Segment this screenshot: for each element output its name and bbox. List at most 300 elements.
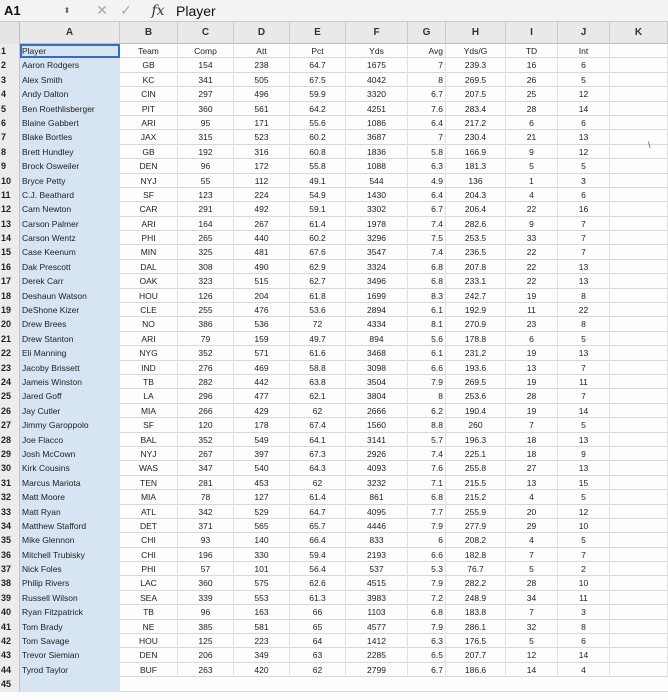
table-cell[interactable]: 3547 (346, 245, 408, 259)
table-cell[interactable]: 8.8 (408, 418, 446, 432)
empty-cell[interactable] (610, 461, 668, 475)
table-cell[interactable]: 55.6 (290, 116, 346, 130)
table-cell[interactable]: 8.3 (408, 289, 446, 303)
empty-cell[interactable] (610, 159, 668, 173)
table-cell[interactable]: 66.4 (290, 533, 346, 547)
table-cell[interactable]: 1103 (346, 605, 408, 619)
table-cell[interactable]: Jimmy Garoppolo (20, 418, 120, 432)
header-cell-yds[interactable]: Yds (346, 44, 408, 58)
row-header[interactable]: 34 (0, 519, 20, 533)
table-cell[interactable]: 420 (234, 663, 290, 677)
table-cell[interactable]: 112 (234, 174, 290, 188)
table-cell[interactable]: 269.5 (446, 375, 506, 389)
row-header[interactable]: 41 (0, 620, 20, 634)
table-cell[interactable]: 56.4 (290, 562, 346, 576)
empty-cell[interactable] (610, 188, 668, 202)
empty-cell[interactable] (610, 620, 668, 634)
table-cell[interactable]: 265 (178, 231, 234, 245)
table-cell[interactable]: 12 (506, 648, 558, 662)
table-cell[interactable]: 4446 (346, 519, 408, 533)
row-header[interactable]: 16 (0, 260, 20, 274)
table-cell[interactable]: 1836 (346, 145, 408, 159)
header-cell-att[interactable]: Att (234, 44, 290, 58)
table-cell[interactable]: 15 (558, 476, 610, 490)
row-header[interactable]: 17 (0, 274, 20, 288)
row-header[interactable]: 4 (0, 87, 20, 101)
table-cell[interactable]: 5.8 (408, 145, 446, 159)
row-header[interactable]: 6 (0, 116, 20, 130)
table-cell[interactable]: HOU (120, 634, 178, 648)
table-cell[interactable]: 8 (558, 620, 610, 634)
row-header[interactable]: 1 (0, 44, 20, 58)
empty-cell[interactable] (610, 303, 668, 317)
table-cell[interactable]: 62.6 (290, 576, 346, 590)
row-header[interactable]: 20 (0, 317, 20, 331)
table-cell[interactable]: 565 (234, 519, 290, 533)
table-cell[interactable]: 8 (558, 317, 610, 331)
table-cell[interactable]: Andy Dalton (20, 87, 120, 101)
table-cell[interactable]: 9 (506, 145, 558, 159)
empty-cell[interactable] (610, 490, 668, 504)
table-cell[interactable]: 1086 (346, 116, 408, 130)
table-cell[interactable]: 6.5 (408, 648, 446, 662)
table-cell[interactable]: Ryan Fitzpatrick (20, 605, 120, 619)
table-cell[interactable]: 469 (234, 361, 290, 375)
table-cell[interactable]: 96 (178, 159, 234, 173)
table-cell[interactable]: 316 (234, 145, 290, 159)
table-cell[interactable]: 6.6 (408, 548, 446, 562)
table-cell[interactable]: 22 (558, 303, 610, 317)
row-header[interactable]: 5 (0, 102, 20, 116)
table-cell[interactable]: 2894 (346, 303, 408, 317)
table-cell[interactable]: 64 (290, 634, 346, 648)
empty-cell[interactable] (610, 404, 668, 418)
table-cell[interactable]: 190.4 (446, 404, 506, 418)
table-cell[interactable]: 2926 (346, 447, 408, 461)
table-cell[interactable]: CLE (120, 303, 178, 317)
table-cell[interactable]: Matthew Stafford (20, 519, 120, 533)
table-cell[interactable]: 330 (234, 548, 290, 562)
table-cell[interactable]: 154 (178, 58, 234, 72)
header-cell-avg[interactable]: Avg (408, 44, 446, 58)
table-cell[interactable]: 60.8 (290, 145, 346, 159)
empty-cell[interactable] (610, 174, 668, 188)
table-cell[interactable]: Jacoby Brissett (20, 361, 120, 375)
column-header-f[interactable]: F (346, 22, 408, 44)
table-cell[interactable]: 64.3 (290, 461, 346, 475)
table-cell[interactable]: 4.9 (408, 174, 446, 188)
table-cell[interactable]: 3504 (346, 375, 408, 389)
empty-cell[interactable] (610, 116, 668, 130)
table-cell[interactable]: 238 (234, 58, 290, 72)
table-cell[interactable]: 386 (178, 317, 234, 331)
table-cell[interactable]: Nick Foles (20, 562, 120, 576)
table-cell[interactable]: 7 (408, 130, 446, 144)
table-cell[interactable]: 12 (558, 145, 610, 159)
table-cell[interactable]: 34 (506, 591, 558, 605)
table-cell[interactable]: 12 (558, 87, 610, 101)
table-cell[interactable]: 14 (558, 102, 610, 116)
table-cell[interactable]: 64.7 (290, 505, 346, 519)
empty-cell[interactable] (610, 231, 668, 245)
table-cell[interactable]: 233.1 (446, 274, 506, 288)
table-cell[interactable]: 397 (234, 447, 290, 461)
table-cell[interactable]: 6.6 (408, 361, 446, 375)
table-cell[interactable]: 571 (234, 346, 290, 360)
table-cell[interactable]: 5.7 (408, 433, 446, 447)
table-cell[interactable]: Blake Bortles (20, 130, 120, 144)
header-cell-team[interactable]: Team (120, 44, 178, 58)
table-cell[interactable]: PHI (120, 231, 178, 245)
table-cell[interactable]: 6.8 (408, 274, 446, 288)
header-cell-pct[interactable]: Pct (290, 44, 346, 58)
table-cell[interactable]: 11 (558, 375, 610, 389)
table-cell[interactable]: 1430 (346, 188, 408, 202)
table-cell[interactable]: 204 (234, 289, 290, 303)
table-cell[interactable]: 19 (506, 289, 558, 303)
table-cell[interactable]: 3296 (346, 231, 408, 245)
table-cell[interactable]: Cam Newton (20, 202, 120, 216)
empty-cell[interactable] (610, 202, 668, 216)
table-cell[interactable]: 515 (234, 274, 290, 288)
table-cell[interactable]: 2 (558, 562, 610, 576)
table-cell[interactable]: 476 (234, 303, 290, 317)
table-cell[interactable]: MIA (120, 404, 178, 418)
table-cell[interactable]: 3232 (346, 476, 408, 490)
table-cell[interactable]: 6.2 (408, 404, 446, 418)
table-cell[interactable]: 505 (234, 73, 290, 87)
column-header-i[interactable]: I (506, 22, 558, 44)
table-cell[interactable]: C.J. Beathard (20, 188, 120, 202)
table-cell[interactable]: 28 (506, 389, 558, 403)
table-cell[interactable]: 5.3 (408, 562, 446, 576)
table-cell[interactable]: 13 (506, 361, 558, 375)
table-cell[interactable]: 21 (506, 130, 558, 144)
confirm-icon[interactable]: ✓ (120, 2, 132, 18)
row-header[interactable]: 18 (0, 289, 20, 303)
table-cell[interactable]: 5 (558, 332, 610, 346)
table-cell[interactable]: 5 (558, 73, 610, 87)
name-box[interactable]: A1 (4, 3, 21, 18)
table-cell[interactable]: 32 (506, 620, 558, 634)
empty-cell[interactable] (610, 576, 668, 590)
table-cell[interactable]: 7 (558, 245, 610, 259)
table-cell[interactable]: 581 (234, 620, 290, 634)
table-cell[interactable]: 4042 (346, 73, 408, 87)
table-cell[interactable]: 270.9 (446, 317, 506, 331)
table-cell[interactable]: 186.6 (446, 663, 506, 677)
table-cell[interactable]: 477 (234, 389, 290, 403)
table-cell[interactable]: 67.4 (290, 418, 346, 432)
row-header[interactable]: 32 (0, 490, 20, 504)
table-cell[interactable]: 12 (558, 505, 610, 519)
table-cell[interactable]: Russell Wilson (20, 591, 120, 605)
table-cell[interactable]: Dak Prescott (20, 260, 120, 274)
table-cell[interactable]: 267 (234, 217, 290, 231)
empty-cell[interactable] (610, 274, 668, 288)
table-cell[interactable]: NE (120, 620, 178, 634)
empty-cell[interactable] (20, 677, 120, 691)
table-cell[interactable]: 253.5 (446, 231, 506, 245)
empty-cell[interactable] (610, 519, 668, 533)
row-header[interactable]: 8 (0, 145, 20, 159)
table-cell[interactable]: Carson Wentz (20, 231, 120, 245)
table-cell[interactable]: 3983 (346, 591, 408, 605)
table-cell[interactable]: Brett Hundley (20, 145, 120, 159)
table-cell[interactable]: 207.8 (446, 260, 506, 274)
table-cell[interactable]: 833 (346, 533, 408, 547)
table-cell[interactable]: LAC (120, 576, 178, 590)
empty-cell[interactable] (610, 346, 668, 360)
row-header[interactable]: 33 (0, 505, 20, 519)
table-cell[interactable]: 18 (506, 447, 558, 461)
empty-cell[interactable] (610, 245, 668, 259)
table-cell[interactable]: 65.7 (290, 519, 346, 533)
row-header[interactable]: 21 (0, 332, 20, 346)
table-cell[interactable]: 3496 (346, 274, 408, 288)
empty-cell[interactable] (610, 130, 668, 144)
table-cell[interactable]: 49.7 (290, 332, 346, 346)
table-cell[interactable]: 6 (558, 116, 610, 130)
empty-cell[interactable] (610, 505, 668, 519)
table-cell[interactable]: TB (120, 605, 178, 619)
row-header[interactable]: 11 (0, 188, 20, 202)
formula-input[interactable]: Player (176, 2, 216, 19)
table-cell[interactable]: 7.2 (408, 591, 446, 605)
column-header-g[interactable]: G (408, 22, 446, 44)
table-cell[interactable]: 14 (558, 648, 610, 662)
table-cell[interactable]: 178 (234, 418, 290, 432)
table-cell[interactable]: 19 (506, 346, 558, 360)
table-cell[interactable]: 23 (506, 317, 558, 331)
table-cell[interactable]: Bryce Petty (20, 174, 120, 188)
table-cell[interactable]: 529 (234, 505, 290, 519)
table-cell[interactable]: Matt Ryan (20, 505, 120, 519)
table-cell[interactable]: 6 (558, 634, 610, 648)
table-cell[interactable]: ARI (120, 332, 178, 346)
table-cell[interactable]: 7.6 (408, 102, 446, 116)
table-cell[interactable]: ARI (120, 116, 178, 130)
select-all-corner[interactable] (0, 22, 20, 44)
table-cell[interactable]: 217.2 (446, 116, 506, 130)
table-cell[interactable]: 3302 (346, 202, 408, 216)
table-cell[interactable]: 13 (558, 461, 610, 475)
header-cell-td[interactable]: TD (506, 44, 558, 58)
empty-cell[interactable] (610, 73, 668, 87)
empty-cell[interactable] (610, 361, 668, 375)
table-cell[interactable]: 13 (558, 346, 610, 360)
table-cell[interactable]: 60.2 (290, 231, 346, 245)
table-cell[interactable]: SF (120, 188, 178, 202)
row-header[interactable]: 24 (0, 375, 20, 389)
table-cell[interactable]: Trevor Siemian (20, 648, 120, 662)
table-cell[interactable]: 4 (506, 188, 558, 202)
table-cell[interactable]: 5 (506, 562, 558, 576)
table-cell[interactable]: 5 (506, 634, 558, 648)
table-cell[interactable]: Brock Osweiler (20, 159, 120, 173)
table-cell[interactable]: 4 (558, 663, 610, 677)
table-cell[interactable]: 215.5 (446, 476, 506, 490)
row-header[interactable]: 23 (0, 361, 20, 375)
table-cell[interactable]: 490 (234, 260, 290, 274)
empty-cell[interactable] (610, 562, 668, 576)
table-cell[interactable]: 182.8 (446, 548, 506, 562)
column-header-j[interactable]: J (558, 22, 610, 44)
table-cell[interactable]: 6.4 (408, 188, 446, 202)
row-header[interactable]: 42 (0, 634, 20, 648)
table-cell[interactable]: 101 (234, 562, 290, 576)
table-cell[interactable]: 7 (558, 217, 610, 231)
table-cell[interactable]: Joe Flacco (20, 433, 120, 447)
table-cell[interactable]: 126 (178, 289, 234, 303)
column-header-e[interactable]: E (290, 22, 346, 44)
table-cell[interactable]: 8 (408, 389, 446, 403)
table-cell[interactable]: 540 (234, 461, 290, 475)
table-cell[interactable]: 360 (178, 102, 234, 116)
table-cell[interactable]: 339 (178, 591, 234, 605)
table-cell[interactable]: 281 (178, 476, 234, 490)
table-cell[interactable]: 55 (178, 174, 234, 188)
table-cell[interactable]: 6.3 (408, 159, 446, 173)
table-cell[interactable]: 192 (178, 145, 234, 159)
table-cell[interactable]: 575 (234, 576, 290, 590)
table-cell[interactable]: TEN (120, 476, 178, 490)
table-cell[interactable]: 255.9 (446, 505, 506, 519)
table-cell[interactable]: ATL (120, 505, 178, 519)
table-cell[interactable]: 347 (178, 461, 234, 475)
table-cell[interactable]: 59.1 (290, 202, 346, 216)
table-cell[interactable]: 67.5 (290, 73, 346, 87)
table-cell[interactable]: 3468 (346, 346, 408, 360)
table-cell[interactable]: 266 (178, 404, 234, 418)
table-cell[interactable]: 267 (178, 447, 234, 461)
table-cell[interactable]: 342 (178, 505, 234, 519)
header-cell-ydsg[interactable]: Yds/G (446, 44, 506, 58)
row-header[interactable]: 9 (0, 159, 20, 173)
table-cell[interactable]: 181.3 (446, 159, 506, 173)
table-cell[interactable]: 3141 (346, 433, 408, 447)
empty-cell[interactable] (610, 591, 668, 605)
table-cell[interactable]: 7 (506, 605, 558, 619)
row-header[interactable]: 44 (0, 663, 20, 677)
table-cell[interactable]: DET (120, 519, 178, 533)
table-cell[interactable]: 223 (234, 634, 290, 648)
table-cell[interactable]: DEN (120, 648, 178, 662)
table-cell[interactable]: 61.8 (290, 289, 346, 303)
table-cell[interactable]: 4577 (346, 620, 408, 634)
empty-cell[interactable] (610, 548, 668, 562)
table-cell[interactable]: 196.3 (446, 433, 506, 447)
table-cell[interactable]: 8.1 (408, 317, 446, 331)
row-header[interactable]: 35 (0, 533, 20, 547)
empty-cell[interactable] (610, 634, 668, 648)
table-cell[interactable]: 61.4 (290, 217, 346, 231)
table-cell[interactable]: Blaine Gabbert (20, 116, 120, 130)
table-cell[interactable]: 7.5 (408, 231, 446, 245)
row-header[interactable]: 19 (0, 303, 20, 317)
empty-cell[interactable] (610, 332, 668, 346)
header-cell-comp[interactable]: Comp (178, 44, 234, 58)
table-cell[interactable]: 7.4 (408, 447, 446, 461)
table-cell[interactable]: 360 (178, 576, 234, 590)
row-header[interactable]: 28 (0, 433, 20, 447)
table-cell[interactable]: 7.9 (408, 620, 446, 634)
row-header[interactable]: 14 (0, 231, 20, 245)
table-cell[interactable]: 1 (506, 174, 558, 188)
table-cell[interactable]: 7 (558, 231, 610, 245)
table-cell[interactable]: 5 (558, 490, 610, 504)
table-cell[interactable]: 13 (506, 476, 558, 490)
table-cell[interactable]: 3 (558, 174, 610, 188)
table-cell[interactable]: NYJ (120, 174, 178, 188)
table-cell[interactable]: 453 (234, 476, 290, 490)
table-cell[interactable]: 544 (346, 174, 408, 188)
table-cell[interactable]: 269.5 (446, 73, 506, 87)
table-cell[interactable]: 371 (178, 519, 234, 533)
table-cell[interactable]: 253.6 (446, 389, 506, 403)
table-cell[interactable]: TB (120, 375, 178, 389)
row-header[interactable]: 40 (0, 605, 20, 619)
table-cell[interactable]: 385 (178, 620, 234, 634)
table-cell[interactable]: 64.7 (290, 58, 346, 72)
table-cell[interactable]: 4 (506, 490, 558, 504)
table-cell[interactable]: 16 (558, 202, 610, 216)
empty-cell[interactable] (610, 476, 668, 490)
table-cell[interactable]: 352 (178, 433, 234, 447)
empty-cell[interactable] (610, 44, 668, 58)
table-cell[interactable]: 282.6 (446, 217, 506, 231)
table-cell[interactable]: 7 (408, 58, 446, 72)
row-header[interactable]: 38 (0, 576, 20, 590)
table-cell[interactable]: 59.9 (290, 87, 346, 101)
table-cell[interactable]: SEA (120, 591, 178, 605)
table-cell[interactable]: 62.1 (290, 389, 346, 403)
row-header[interactable]: 3 (0, 73, 20, 87)
table-cell[interactable]: CAR (120, 202, 178, 216)
table-cell[interactable]: 62.7 (290, 274, 346, 288)
table-cell[interactable]: MIN (120, 245, 178, 259)
table-cell[interactable]: 176.5 (446, 634, 506, 648)
table-cell[interactable]: 276 (178, 361, 234, 375)
table-cell[interactable]: 861 (346, 490, 408, 504)
table-cell[interactable]: 13 (558, 274, 610, 288)
table-cell[interactable]: Matt Moore (20, 490, 120, 504)
row-header[interactable]: 29 (0, 447, 20, 461)
table-cell[interactable]: 22 (506, 260, 558, 274)
table-cell[interactable]: 57 (178, 562, 234, 576)
table-cell[interactable]: MIA (120, 490, 178, 504)
table-cell[interactable]: 6.8 (408, 490, 446, 504)
row-header[interactable]: 22 (0, 346, 20, 360)
table-cell[interactable]: 10 (558, 519, 610, 533)
empty-cell[interactable] (610, 87, 668, 101)
empty-cell[interactable] (610, 533, 668, 547)
table-cell[interactable]: Alex Smith (20, 73, 120, 87)
table-cell[interactable]: 536 (234, 317, 290, 331)
table-cell[interactable]: 5 (558, 418, 610, 432)
table-cell[interactable]: 14 (506, 663, 558, 677)
table-cell[interactable]: 2666 (346, 404, 408, 418)
table-cell[interactable]: 67.6 (290, 245, 346, 259)
table-cell[interactable]: 225.1 (446, 447, 506, 461)
table-cell[interactable]: Mitchell Trubisky (20, 548, 120, 562)
table-cell[interactable]: 230.4 (446, 130, 506, 144)
table-cell[interactable]: 255.8 (446, 461, 506, 475)
table-cell[interactable]: 1675 (346, 58, 408, 72)
table-cell[interactable]: 296 (178, 389, 234, 403)
table-cell[interactable]: 7.9 (408, 519, 446, 533)
table-cell[interactable]: 67.3 (290, 447, 346, 461)
